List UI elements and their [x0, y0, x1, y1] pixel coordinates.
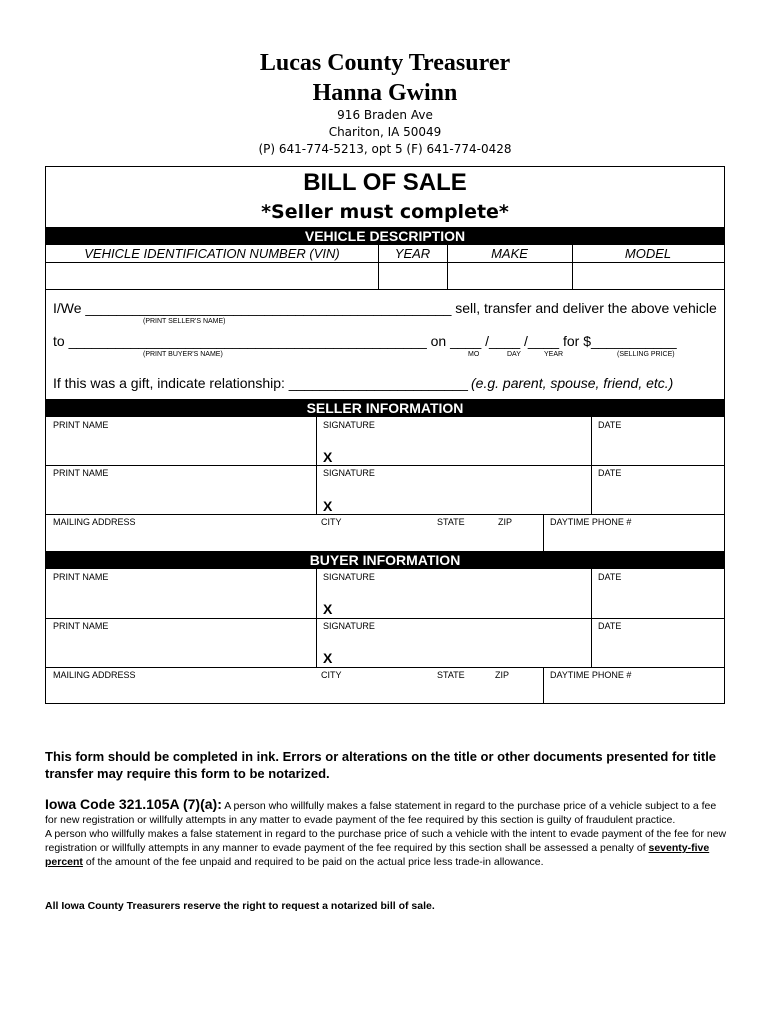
gift-relationship-line[interactable]: If this was a gift, indicate relationship: _______________________ [53, 375, 468, 391]
seller-name-caption: (PRINT SELLER'S NAME) [143, 318, 226, 325]
model-column-header: MODEL [624, 246, 672, 261]
buyer-name-caption: (PRINT BUYER'S NAME) [143, 351, 223, 358]
buyer-date-label: DATE [598, 572, 622, 582]
buyer-signature-x: X [323, 601, 333, 617]
vehicle-description-header: VEHICLE DESCRIPTION [46, 227, 724, 245]
model-field[interactable] [573, 264, 723, 288]
gift-example: (e.g. parent, spouse, friend, etc.) [471, 375, 674, 391]
buyer-signature-label: SIGNATURE [323, 572, 375, 582]
divider [46, 667, 724, 668]
form-subtitle: *Seller must complete* [261, 201, 509, 223]
seller-signature-label: SIGNATURE [323, 468, 375, 478]
phone-line: (P) 641-774-5213, opt 5 (F) 641-774-0428 [258, 142, 512, 156]
seller-zip-label: ZIP [498, 517, 513, 527]
seller-state-label: STATE [437, 517, 465, 527]
divider [316, 417, 317, 514]
iowa-code-text-2a: A person who willfully makes a false statement in regard to the purchase price of such a vehicle with the intent to evade payment of the fee for new registration or willfully attempts in any manner to evade payment of the fee required by this section shall be assessed a penalty of [45, 828, 727, 854]
year-field[interactable] [379, 264, 446, 288]
treasurer-name: Hanna Gwinn [312, 80, 458, 106]
treasurer-title: Lucas County Treasurer [259, 50, 511, 76]
vin-column-header: VEHICLE IDENTIFICATION NUMBER (VIN) [84, 246, 340, 261]
buyer-information-header: BUYER INFORMATION [46, 551, 724, 569]
buyer-mailing-address-label: MAILING ADDRESS [53, 670, 136, 680]
year-column-header: YEAR [394, 246, 431, 261]
penalty-emphasis: seventy-five percent [45, 842, 710, 868]
divider [543, 667, 544, 703]
divider [46, 514, 724, 515]
iowa-code-heading: Iowa Code 321.105A (7)(a): [45, 796, 222, 812]
iowa-code-text-2b: of the amount of the fee unpaid and required to be paid on the actual price less trade-in allowance. [82, 856, 544, 868]
buyer-date-label: DATE [598, 621, 622, 631]
buyer-state-label: STATE [437, 670, 465, 680]
seller-print-name-label: PRINT NAME [53, 468, 109, 478]
seller-name-line[interactable]: I/We _______________________________________________ sell, transfer and deliver the above vehicle [53, 300, 717, 316]
buyer-print-name-label: PRINT NAME [53, 572, 109, 582]
divider [316, 569, 317, 667]
seller-signature-x: X [323, 449, 333, 465]
day-caption: DAY [507, 351, 521, 358]
seller-mailing-address-label: MAILING ADDRESS [53, 517, 136, 527]
divider [543, 514, 544, 551]
form-title: BILL OF SALE [303, 169, 467, 196]
address-line-2: Chariton, IA 50049 [328, 125, 442, 139]
seller-print-name-label: PRINT NAME [53, 420, 109, 430]
seller-signature-x: X [323, 498, 333, 514]
divider [46, 289, 724, 290]
divider [46, 465, 724, 466]
iowa-code-paragraph [45, 797, 728, 869]
make-field[interactable] [448, 264, 571, 288]
seller-city-label: CITY [321, 517, 342, 527]
divider [46, 262, 724, 263]
buyer-name-line[interactable]: to ______________________________________________ on ____ /____ /____ for $___________ [53, 333, 677, 349]
vin-field[interactable] [47, 264, 377, 288]
buyer-city-label: CITY [321, 670, 342, 680]
seller-daytime-phone-label: DAYTIME PHONE # [550, 517, 632, 527]
buyer-print-name-label: PRINT NAME [53, 621, 109, 631]
footer-notice: All Iowa County Treasurers reserve the right to request a notarized bill of sale. [45, 900, 435, 912]
year-caption: YEAR [544, 351, 564, 358]
selling-price-caption: (SELLING PRICE) [617, 351, 675, 358]
seller-date-label: DATE [598, 420, 622, 430]
iowa-code-text-1: A person who willfully makes a false statement in regard to the purchase price of a vehicle subject to a fee for new registration or willfully attempts in any matter to evade payment of the fee required by this section is guilty of fraudulent practice. [45, 800, 717, 826]
buyer-signature-x: X [323, 650, 333, 666]
ink-notice: This form should be completed in ink. Errors or alterations on the title or other documents presented for title transfer may require this form to be notarized. [45, 749, 717, 781]
seller-information-header: SELLER INFORMATION [46, 399, 724, 417]
divider [591, 417, 592, 514]
seller-date-label: DATE [598, 468, 622, 478]
seller-signature-label: SIGNATURE [323, 420, 375, 430]
make-column-header: MAKE [491, 246, 528, 261]
buyer-daytime-phone-label: DAYTIME PHONE # [550, 670, 632, 680]
month-caption: MO [468, 351, 480, 358]
divider [591, 569, 592, 667]
buyer-signature-label: SIGNATURE [323, 621, 375, 631]
divider [46, 618, 724, 619]
buyer-zip-label: ZIP [495, 670, 510, 680]
address-line-1: 916 Braden Ave [337, 108, 433, 122]
